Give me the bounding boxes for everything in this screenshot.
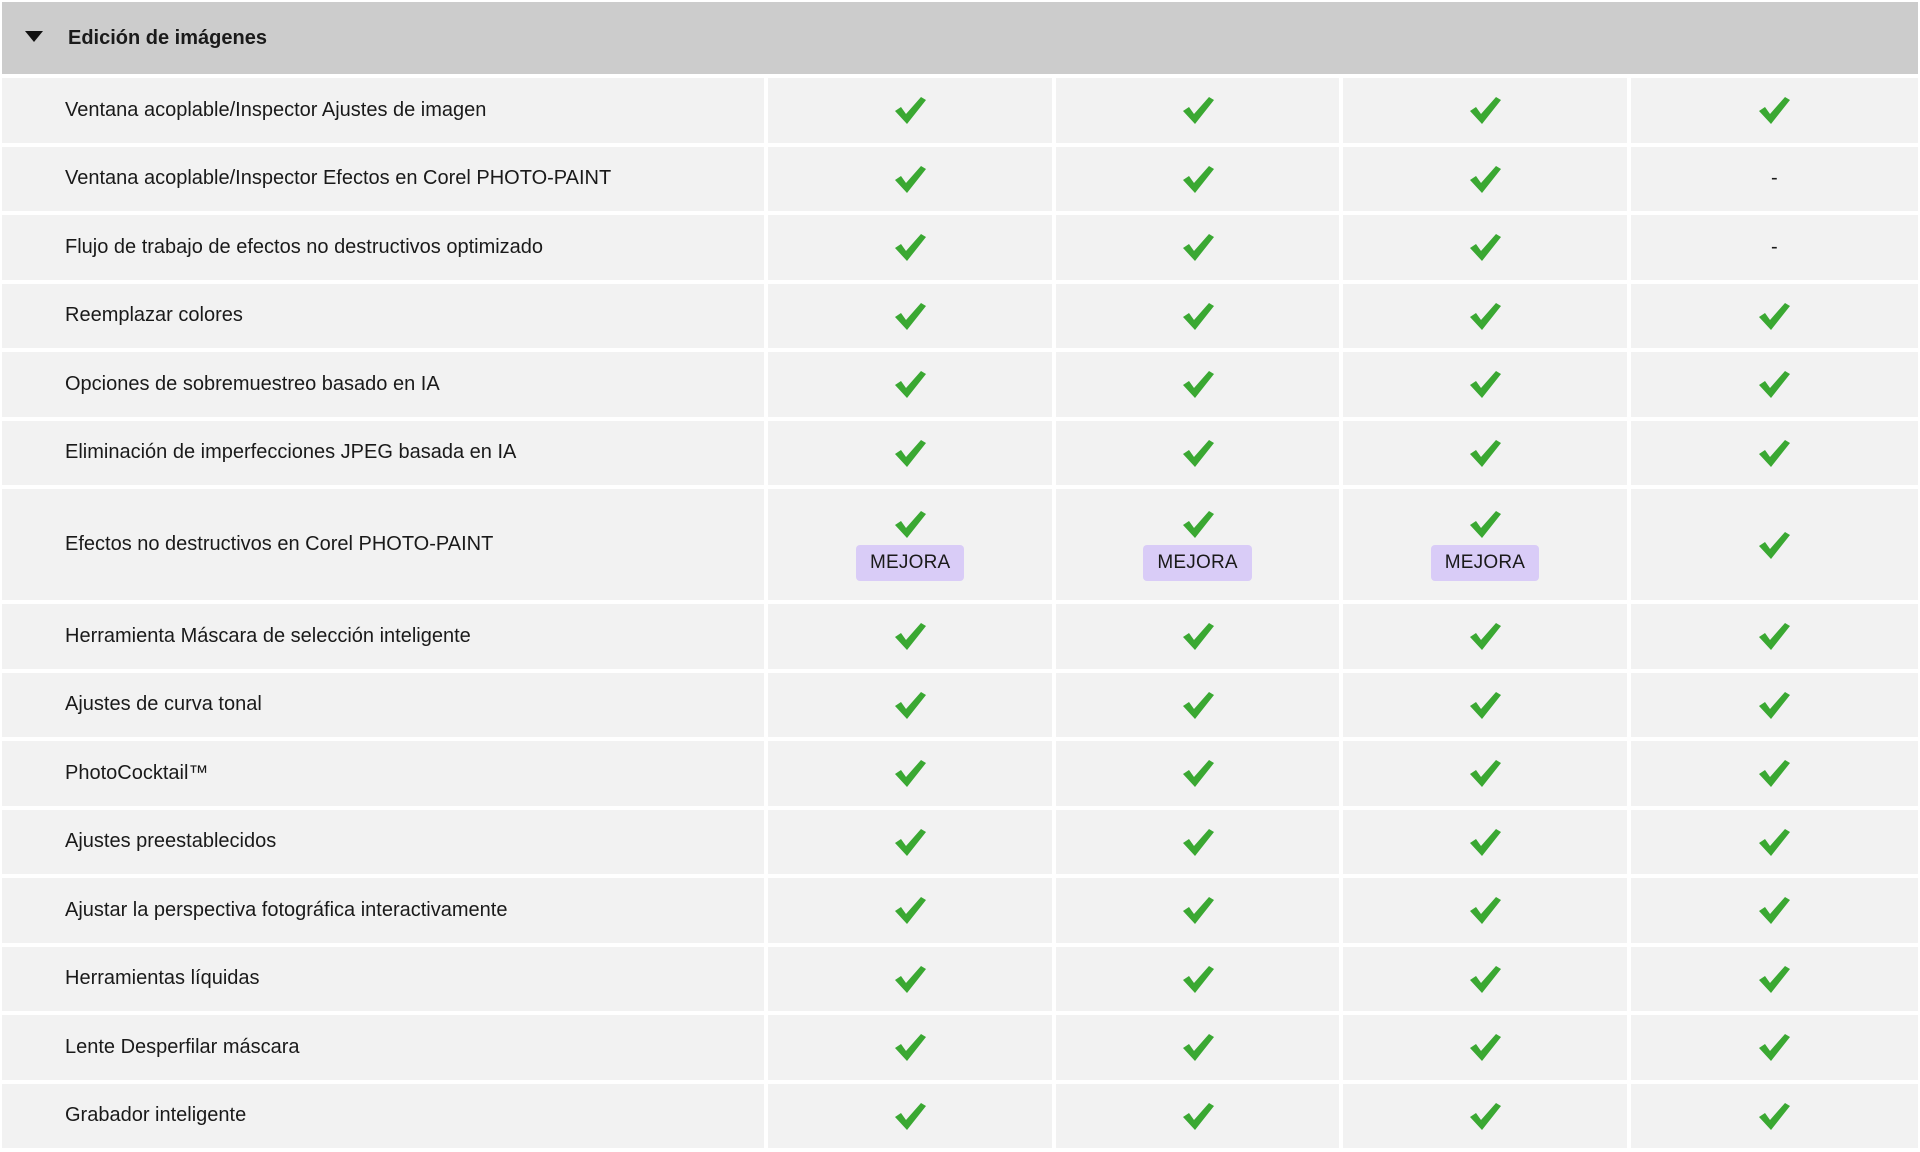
table-row: [2, 78, 1918, 143]
check-icon: [1757, 827, 1791, 857]
table-row: [2, 810, 1918, 875]
availability-cell: [1056, 489, 1339, 600]
availability-cell: [768, 947, 1051, 1012]
table-row: [2, 741, 1918, 806]
check-icon: [1181, 758, 1215, 788]
check-icon: [893, 164, 927, 194]
feature-label: Ajustes de curva tonal: [2, 673, 764, 738]
availability-cell: [1631, 878, 1918, 943]
check-icon: [1757, 438, 1791, 468]
availability-cell: [768, 352, 1051, 417]
check-icon: [1181, 232, 1215, 262]
check-icon: [1181, 301, 1215, 331]
check-icon: [1468, 758, 1502, 788]
check-icon: [1181, 369, 1215, 399]
availability-cell: [1343, 810, 1626, 875]
availability-cell: [1343, 878, 1626, 943]
check-icon: [1468, 827, 1502, 857]
check-icon: [893, 964, 927, 994]
check-icon: [1468, 369, 1502, 399]
table-row: [2, 1084, 1918, 1149]
feature-label: Ventana acoplable/Inspector Efectos en Corel PHOTO-PAINT: [2, 147, 764, 212]
table-row: [2, 1015, 1918, 1080]
availability-cell: [1056, 810, 1339, 875]
table-row: [2, 421, 1918, 486]
availability-cell: [1056, 284, 1339, 349]
availability-cell: [1631, 284, 1918, 349]
check-icon: [893, 758, 927, 788]
check-icon: [1757, 690, 1791, 720]
check-icon: [1468, 690, 1502, 720]
table-row: [2, 215, 1918, 280]
section-title: Edición de imágenes: [68, 26, 267, 49]
availability-cell: [1631, 1084, 1918, 1149]
feature-label: Eliminación de imperfecciones JPEG basada en IA: [2, 421, 764, 486]
check-icon: [893, 438, 927, 468]
availability-cell: [768, 810, 1051, 875]
check-icon: [893, 621, 927, 651]
feature-label: Efectos no destructivos en Corel PHOTO-PAINT: [2, 489, 764, 600]
check-icon: [1468, 509, 1502, 539]
table-row: [2, 604, 1918, 669]
availability-cell: [768, 421, 1051, 486]
check-icon: [1757, 964, 1791, 994]
check-icon: [893, 895, 927, 925]
availability-cell: [768, 284, 1051, 349]
feature-label: PhotoCocktail™: [2, 741, 764, 806]
availability-cell: [1631, 947, 1918, 1012]
feature-label: Flujo de trabajo de efectos no destructivos optimizado: [2, 215, 764, 280]
check-icon: [893, 1101, 927, 1131]
availability-cell: [1631, 604, 1918, 669]
availability-cell: [1631, 810, 1918, 875]
availability-cell: [1631, 741, 1918, 806]
availability-cell: [1343, 284, 1626, 349]
check-icon: [1468, 95, 1502, 125]
availability-cell: [768, 215, 1051, 280]
availability-cell: [1343, 1015, 1626, 1080]
check-icon: [1757, 895, 1791, 925]
availability-cell: [1631, 147, 1918, 212]
availability-cell: [768, 1084, 1051, 1149]
check-icon: [1757, 95, 1791, 125]
check-icon: [893, 690, 927, 720]
check-icon: [893, 369, 927, 399]
availability-cell: [1056, 352, 1339, 417]
availability-cell: [1343, 352, 1626, 417]
availability-cell: [1056, 215, 1339, 280]
table-row: [2, 673, 1918, 738]
availability-cell: [768, 604, 1051, 669]
availability-cell: [1056, 421, 1339, 486]
availability-cell: [1056, 947, 1339, 1012]
mejora-badge: MEJORA: [1431, 545, 1539, 581]
not-available-dash: -: [1771, 235, 1778, 258]
check-icon: [893, 301, 927, 331]
availability-cell: [1631, 78, 1918, 143]
feature-label: Reemplazar colores: [2, 284, 764, 349]
check-icon: [1468, 1101, 1502, 1131]
availability-cell: [768, 489, 1051, 600]
check-icon: [1468, 1032, 1502, 1062]
availability-cell: [1343, 947, 1626, 1012]
availability-cell: [1631, 489, 1918, 600]
availability-cell: [1056, 147, 1339, 212]
table-row: [2, 147, 1918, 212]
check-icon: [1468, 438, 1502, 468]
check-icon: [1181, 827, 1215, 857]
check-icon: [1757, 621, 1791, 651]
feature-rows: [2, 78, 1918, 1148]
table-row: [2, 284, 1918, 349]
availability-cell: [1343, 604, 1626, 669]
table-row: [2, 352, 1918, 417]
feature-label: Ventana acoplable/Inspector Ajustes de imagen: [2, 78, 764, 143]
availability-cell: [1631, 673, 1918, 738]
availability-cell: [1343, 1084, 1626, 1149]
availability-cell: [768, 147, 1051, 212]
availability-cell: [1056, 1084, 1339, 1149]
availability-cell: [1631, 215, 1918, 280]
feature-comparison-table: [2, 2, 1918, 1152]
check-icon: [1757, 301, 1791, 331]
check-icon: [1757, 1101, 1791, 1131]
availability-cell: [1343, 489, 1626, 600]
check-icon: [1468, 164, 1502, 194]
check-icon: [893, 509, 927, 539]
check-icon: [893, 1032, 927, 1062]
feature-label: Herramientas líquidas: [2, 947, 764, 1012]
feature-label: Ajustar la perspectiva fotográfica interactivamente: [2, 878, 764, 943]
availability-cell: [1343, 215, 1626, 280]
feature-label: Opciones de sobremuestreo basado en IA: [2, 352, 764, 417]
check-icon: [1468, 232, 1502, 262]
mejora-badge: MEJORA: [856, 545, 964, 581]
availability-cell: [1056, 1015, 1339, 1080]
check-icon: [1181, 509, 1215, 539]
check-icon: [1181, 895, 1215, 925]
check-icon: [893, 232, 927, 262]
availability-cell: [768, 78, 1051, 143]
feature-label: Lente Desperfilar máscara: [2, 1015, 764, 1080]
section-header[interactable]: [2, 2, 1918, 74]
check-icon: [1757, 1032, 1791, 1062]
availability-cell: [1631, 1015, 1918, 1080]
feature-label: Herramienta Máscara de selección inteligente: [2, 604, 764, 669]
availability-cell: [1343, 147, 1626, 212]
check-icon: [1181, 1101, 1215, 1131]
check-icon: [1468, 621, 1502, 651]
availability-cell: [1631, 421, 1918, 486]
availability-cell: [1056, 878, 1339, 943]
check-icon: [893, 95, 927, 125]
availability-cell: [768, 673, 1051, 738]
caret-down-icon[interactable]: [25, 31, 43, 42]
availability-cell: [1343, 421, 1626, 486]
check-icon: [1181, 621, 1215, 651]
check-icon: [1757, 758, 1791, 788]
availability-cell: [1343, 673, 1626, 738]
check-icon: [1181, 164, 1215, 194]
check-icon: [1181, 95, 1215, 125]
check-icon: [1757, 530, 1791, 560]
feature-label: Ajustes preestablecidos: [2, 810, 764, 875]
check-icon: [1181, 438, 1215, 468]
availability-cell: [1343, 741, 1626, 806]
table-row: [2, 489, 1918, 600]
not-available-dash: -: [1771, 167, 1778, 190]
availability-cell: [1056, 673, 1339, 738]
availability-cell: [768, 878, 1051, 943]
table-row: [2, 878, 1918, 943]
availability-cell: [1056, 741, 1339, 806]
availability-cell: [768, 741, 1051, 806]
check-icon: [893, 827, 927, 857]
availability-cell: [1631, 352, 1918, 417]
check-icon: [1468, 301, 1502, 331]
check-icon: [1181, 964, 1215, 994]
availability-cell: [1056, 604, 1339, 669]
check-icon: [1468, 964, 1502, 994]
check-icon: [1181, 1032, 1215, 1062]
availability-cell: [768, 1015, 1051, 1080]
availability-cell: [1343, 78, 1626, 143]
availability-cell: [1056, 78, 1339, 143]
feature-label: Grabador inteligente: [2, 1084, 764, 1149]
mejora-badge: MEJORA: [1143, 545, 1251, 581]
check-icon: [1757, 369, 1791, 399]
check-icon: [1181, 690, 1215, 720]
table-row: [2, 947, 1918, 1012]
check-icon: [1468, 895, 1502, 925]
